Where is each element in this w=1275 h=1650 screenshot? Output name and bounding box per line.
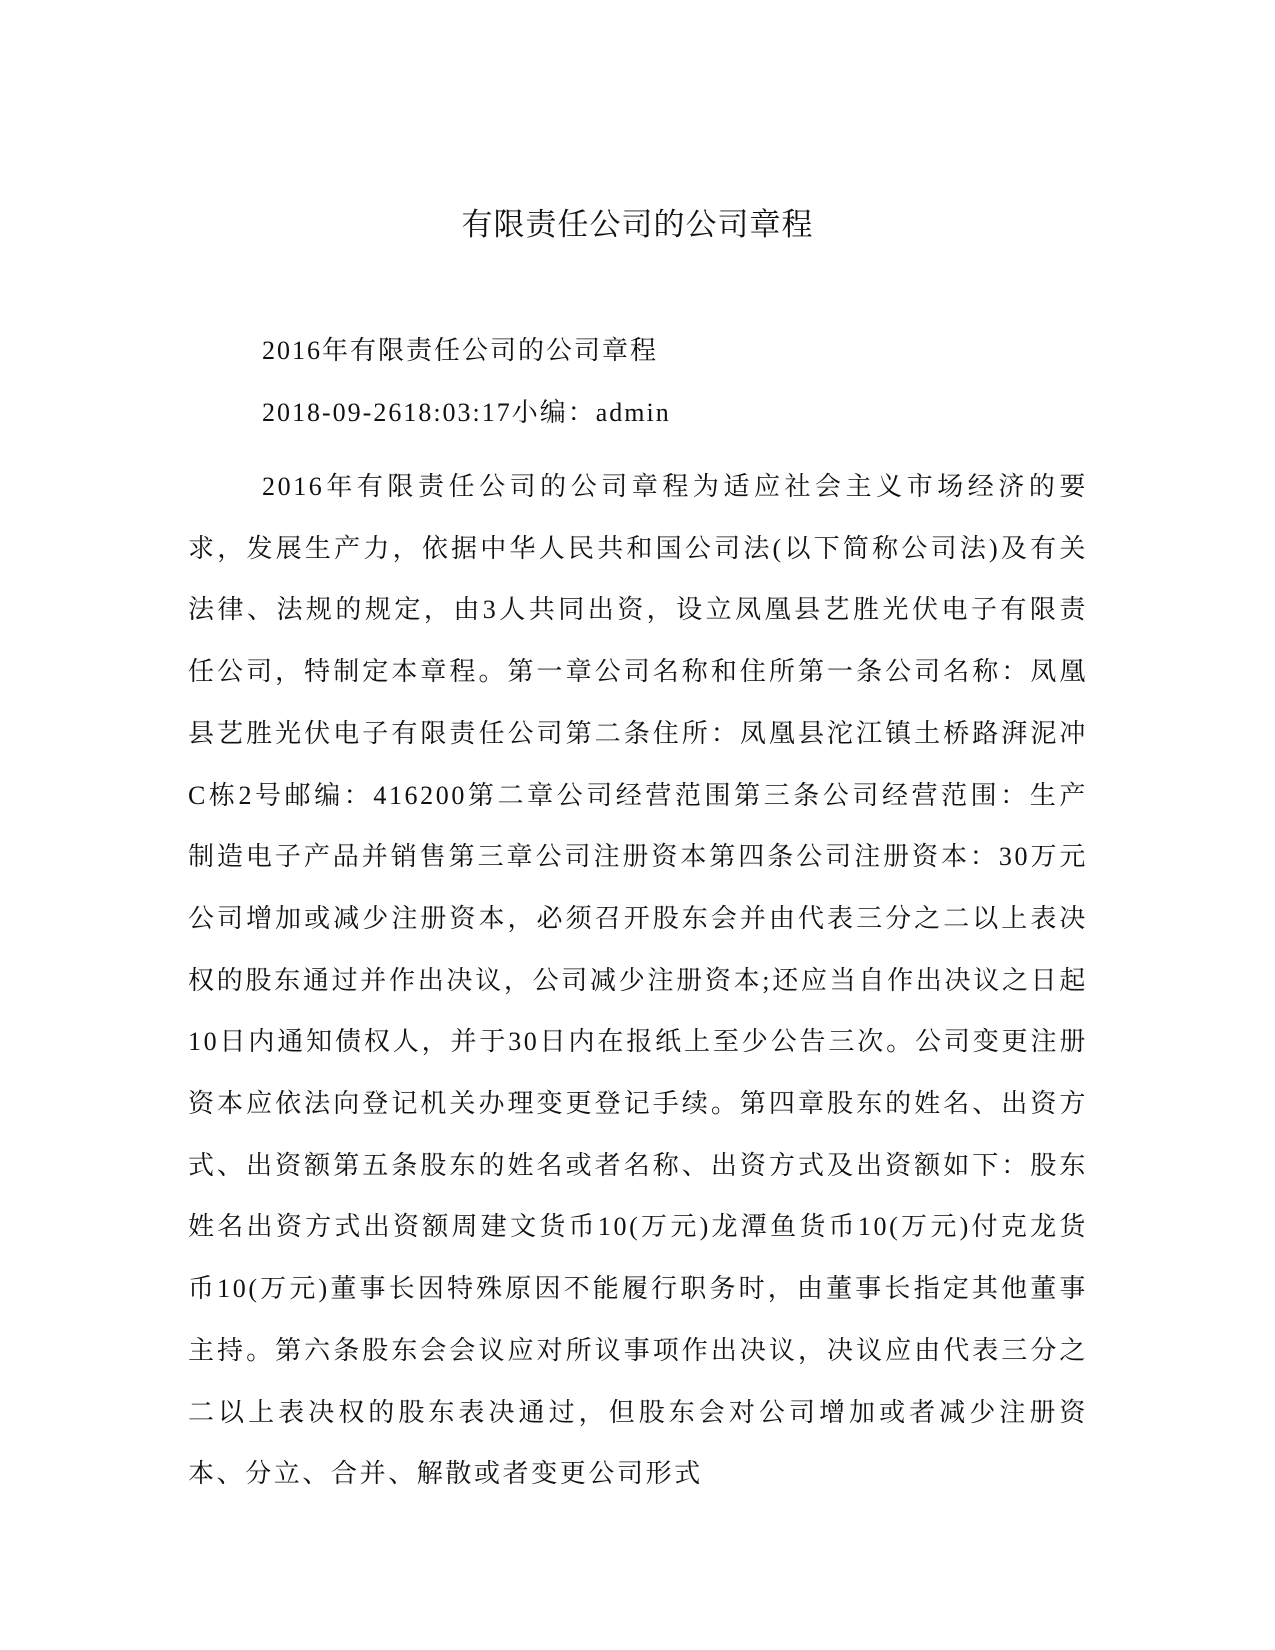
body-paragraph: 2016年有限责任公司的公司章程为适应社会主义市场经济的要求，发展生产力，依据中华人民共和国公司法(以下简称公司法)及有关法律、法规的规定，由3人共同出资，设立凤凰县艺胜光伏电子有限责任公司，特制定本章程。第一章公司名称和住所第一条公司名称：凤凰县艺胜光伏电子有限责任公司第二条住所：凤凰县沱江镇土桥路湃泥冲C栋2号邮编：416200第二章公司经营范围第三条公司经营范围：生产制造电子产品并销售第三章公司注册资本第四条公司注册资本：30万元公司增加或减少注册资本，必须召开股东会并由代表三分之二以上表决权的股东通过并作出决议，公司减少注册资本;还应当自作出决议之日起10日内通知债权人，并于30日内在报纸上至少公告三次。公司变更注册资本应依法向登记机关办理变更登记手续。第四章股东的姓名、出资方式、出资额第五条股东的姓名或者名称、出资方式及出资额如下：股东姓名出资方式出资额周建文货币10(万元)龙潭鱼货币10(万元)付克龙货币10(万元)董事长因特殊原因不能履行职务时，由董事长指定其他董事主持。第六条股东会会议应对所议事项作出决议，决议应由代表三分之二以上表决权的股东表决通过，但股东会对公司增加或者减少注册资本、分立、合并、解散或者变更公司形式 — [188, 472, 1088, 1489]
document-subtitle: 2016年有限责任公司的公司章程 — [262, 336, 659, 365]
document-title: 有限责任公司的公司章程 — [461, 207, 814, 243]
date-author-line: 2018-09-2618:03:17小编：admin — [262, 398, 671, 427]
